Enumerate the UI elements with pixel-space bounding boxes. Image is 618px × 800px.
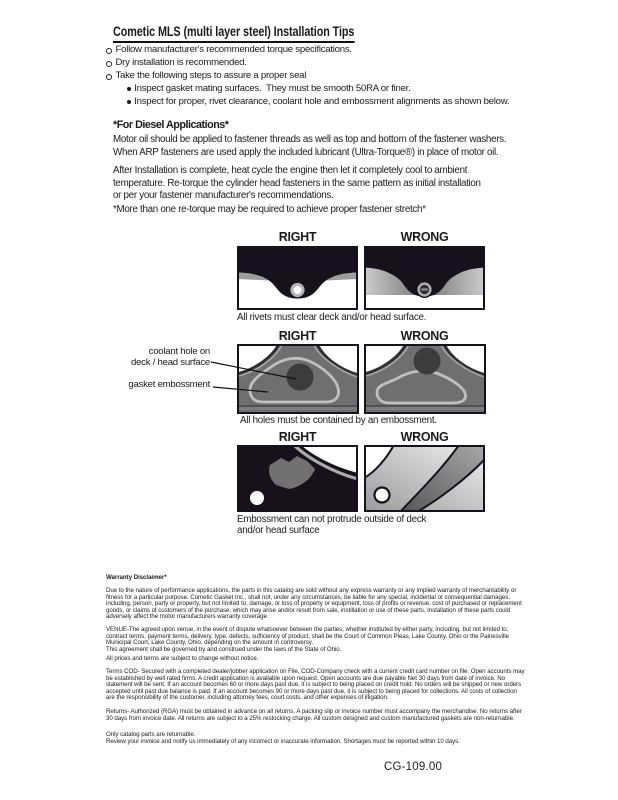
warranty-heading: Warranty Disclaimer* <box>106 574 167 581</box>
fig3-wrong-label: WRONG <box>400 430 449 444</box>
protrusion-wrong-image <box>364 445 485 512</box>
fig2-right-label: RIGHT <box>278 329 317 343</box>
fig3-right-label: RIGHT <box>278 430 317 444</box>
bullet-dot-icon <box>127 100 131 104</box>
tip-item <box>106 44 509 57</box>
legal-paragraph-warranty: Due to the nature of performance applications, the parts in this catalog are sold without any express warranty or any implied warranty of merchantability or fitness for a particular purpose. Cometic Gasket Inc., shall not, under any circumstances, be liable for any special, incidental or consequential damages, including, person, party or property, but not limited to, damage, or loss of property or equipment, loss of profits or revenue, cost of purchased or replacement goods, or claims of customers of the purchase, which may arise and/or result from sale, instillation or use of these parts. Installation of these parts could adversely affect the motor manufacturers warranty coverage. <box>106 587 522 621</box>
tip-sub-item <box>127 83 509 96</box>
installation-tips-list <box>106 44 509 109</box>
legal-paragraph-prices: All prices and terms are subject to change without notice. <box>106 655 259 662</box>
fig2-wrong-label: WRONG <box>400 329 449 343</box>
page-code: CG-109.00 <box>384 761 443 773</box>
rivet-clearance-wrong-image <box>364 246 485 310</box>
rivet-clearance-right-image <box>237 246 358 310</box>
fig3-caption: Embossment can not protrude outside of deck and/or head surface <box>237 514 427 536</box>
legal-paragraph-catalog: Only catalog parts are returnable. Review your invoice and notify us immediately of any incorrect or inaccurate information. Shortages must be reported within 10 days. <box>106 731 460 745</box>
fig1-caption: All rivets must clear deck and/or head surface. <box>237 312 427 323</box>
legal-paragraph-returns: Returns- Authorized (RGA) must be obtained in advance on all returns. A packing slip or invoice number must accompany the merchandise. No returns after 30 days from invoice date. All returns are subject to a 25% restocking charge. All custom designed and custom manufactured gaskets are non-returnable. <box>106 708 522 722</box>
page-title: Cometic MLS (multi layer steel) Installation Tips <box>113 24 354 43</box>
protrusion-right-image <box>237 445 358 512</box>
bullet-dot-icon <box>127 87 131 91</box>
diesel-heading: *For Diesel Applications* <box>113 119 229 131</box>
bullet-circle-icon <box>106 74 112 80</box>
retorque-note: *More than one re-torque may be required to achieve proper fastener stretch* <box>113 204 426 215</box>
tip-sub-item <box>127 96 509 109</box>
bullet-circle-icon <box>106 61 112 67</box>
fig1-right-label: RIGHT <box>278 230 317 244</box>
leader-lines <box>110 344 310 404</box>
fig2-caption: All holes must be contained by an embossment. <box>240 415 437 426</box>
legal-paragraph-venue: VENUE-The agreed upon venue, in the event of dispute whatsoever between the parties, whether instituted by either party, including, but not limited to, contract terms, payment terms, delivery, type, defects, sufficiency of product, shall be the Court of Common Pleas, Lake County, Ohio or the Painesville Municipal Court, Lake County, Ohio, depending on the amount in controversy. This agreement shall be governed by and construed under the laws of the State of Ohio. <box>106 626 509 653</box>
tip-text: Follow manufacturer's recommended torque specifications. <box>115 44 352 55</box>
diesel-paragraph-2: After Installation is complete, heat cycle the engine then let it completely cool to ambient temperature. Re-torque the cylinder head fasteners in the same pattern as initial installation or per your fastener manufacturer's recommendations. <box>113 165 481 201</box>
fig1-wrong-label: WRONG <box>400 230 449 244</box>
tip-item <box>106 70 509 83</box>
tip-text: Inspect gasket mating surfaces. They must be smooth 50RA or finer. <box>134 83 411 94</box>
diesel-paragraph-1: Motor oil should be applied to fastener threads as well as top and bottom of the fastener washers. When ARP fasteners are used apply the included lubricant (Ultra-Torque®) in place of motor oil. <box>113 134 507 158</box>
gasket-embossment-label: gasket embossment <box>128 379 210 390</box>
tip-text: Dry installation is recommended. <box>115 57 247 68</box>
tip-text: Inspect for proper, rivet clearance, coolant hole and embossment alignments as shown below. <box>134 96 510 107</box>
legal-paragraph-terms: Terms COD- Secured with a completed dealer/jobber application on File, COD-Company check with a current credit card number on file. Open accounts may be established by well rated firms. A credit application is available upon request. Open accounts are due payable Net 30 days from date of invoice. No statement will be sent. If an account becomes 60 or more days past due, it is subject to being placed on credit hold. No orders will be shipped or new orders accepted until past due balance is paid. If an account becomes 90 or more days past due, it is subject to being placed for collections. All costs of collection are the responsibility of the customer, including attorney fees, court costs, and other expenses of litigation. <box>106 668 525 702</box>
tip-item <box>106 57 509 70</box>
bullet-circle-icon <box>106 48 112 54</box>
coolant-hole-label: coolant hole on deck / head surface <box>131 346 210 368</box>
embossment-wrong-image <box>364 344 486 414</box>
tip-text: Take the following steps to assure a proper seal <box>115 70 307 81</box>
